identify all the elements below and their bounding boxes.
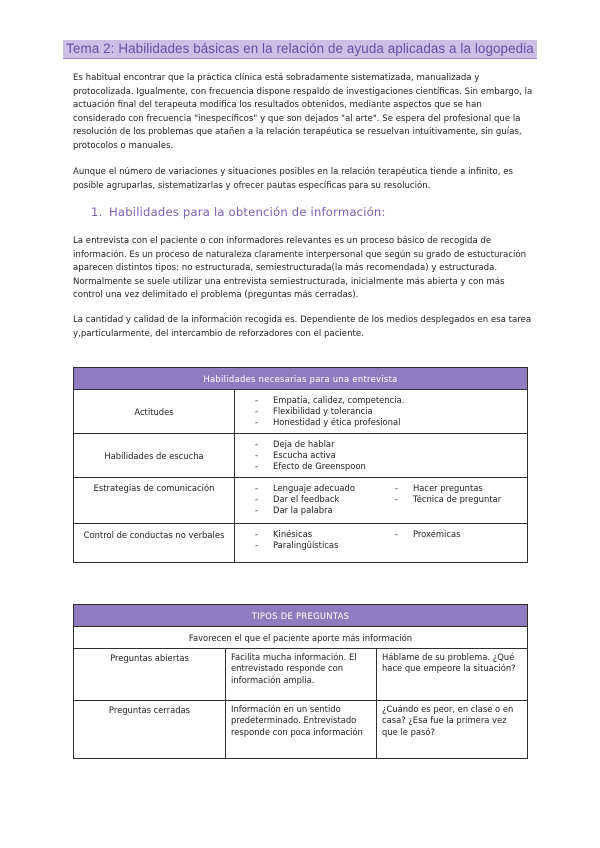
row-label: Actitudes xyxy=(74,390,235,434)
section-number: 1. xyxy=(91,205,103,219)
skills-table-header-row xyxy=(74,368,528,390)
variations-paragraph: Aunque el número de variaciones y situaciones posibles en la relación terapéutica tiende a infinito, es posible agruparlas, sistematizarlas y ofrecer pautas específicas para su resolución. xyxy=(73,167,514,191)
row-items xyxy=(235,434,528,478)
row-label: Habilidades de escucha xyxy=(74,434,235,478)
list-item: - Lenguaje adecuado xyxy=(255,483,395,494)
list-item: - Dar el feedback xyxy=(255,494,395,505)
questions-table xyxy=(73,604,528,759)
list-item: - Hacer preguntas xyxy=(395,483,501,494)
item-list xyxy=(255,529,395,551)
row-label: Preguntas abiertas xyxy=(74,649,226,701)
question-example: Háblame de su problema. ¿Qué hace que empeore la situación? xyxy=(377,649,528,701)
questions-table-header-row xyxy=(74,605,528,627)
question-example: ¿Cuándo es peor, en clase o en casa? ¿Esa fue la primera vez que le pasó? xyxy=(377,701,528,759)
list-item: - Kinésicas xyxy=(255,529,395,540)
questions-table-subheader: Favorecen el que el paciente aporte más información xyxy=(74,627,528,649)
table-row xyxy=(74,649,528,701)
table-row xyxy=(74,478,528,524)
item-columns xyxy=(255,529,521,551)
interview-paragraph: La entrevista con el paciente o con informadores relevantes es un proceso básico de recogida de información. Es un proceso de naturaleza claramente interpersonal que según su grado de estucturación aparecen distintos tipos: no estructurada, semiestructurada(la más recomendada) y estructurada. Normalmente se suele utilizar una entrevista semiestructurada, inicialmente más abierta y con más control una vez delimitado el problema (preguntas más cerradas). xyxy=(73,236,527,301)
section-heading xyxy=(91,205,386,219)
table-row xyxy=(74,390,528,434)
row-label: Estrategias de comunicación xyxy=(74,478,235,524)
list-item: - Honestidad y ética profesional xyxy=(255,417,521,428)
page-title: Tema 2: Habilidades básicas en la relación de ayuda aplicadas a la logopedia xyxy=(63,40,537,59)
questions-table-header: TIPOS DE PREGUNTAS xyxy=(74,605,528,627)
item-list xyxy=(255,483,395,516)
row-label: Preguntas cerradas xyxy=(74,701,226,759)
item-list xyxy=(255,395,521,428)
item-list xyxy=(255,439,521,472)
list-item: - Técnica de preguntar xyxy=(395,494,501,505)
table-row xyxy=(74,701,528,759)
list-item: - Escucha activa xyxy=(255,450,521,461)
skills-table-header: Habilidades necesarias para una entrevista xyxy=(74,368,528,390)
table-row xyxy=(74,434,528,478)
item-list-right xyxy=(395,529,460,551)
intro-paragraph: Es habitual encontrar que la práctica clínica está sobradamente sistematizada, manualizada y protocolizada. Igualmente, con frecuencia dispone respaldo de investigaciones científicas. Sin embargo, la actuación final del terapeuta modifica los resultados obtenidos, mediante aspectos que se han considerado con frecuencia "inespecíficos" y que son dejados "al arte". Se espera del profesional que la resolución de los problemas que atañen a la relación terapéutica se resuelvan intuitivamente, sin guías, protocolos o manuales. xyxy=(73,73,533,151)
item-columns xyxy=(255,483,521,516)
row-items xyxy=(235,524,528,563)
list-item: - Empatía, calidez, competencia. xyxy=(255,395,521,406)
item-list-right xyxy=(395,483,501,516)
question-description: Información en un sentido predeterminado. Entrevistado responde con poca información xyxy=(226,701,377,759)
title-container xyxy=(0,38,600,59)
section-title: Habilidades para la obtención de información: xyxy=(109,205,386,219)
list-item: - Deja de hablar xyxy=(255,439,521,450)
skills-table xyxy=(73,367,528,563)
row-items xyxy=(235,390,528,434)
list-item: - Flexibilidad y tolerancia xyxy=(255,406,521,417)
list-item: - Proxémicas xyxy=(395,529,460,540)
questions-table-subheader-row xyxy=(74,627,528,649)
row-label: Control de conductas no verbales xyxy=(74,524,235,563)
table-row xyxy=(74,524,528,563)
quality-paragraph: La cantidad y calidad de la información recogida es. Dependiente de los medios desplegados en esa tarea y,particularmente, del intercambio de reforzadores con el paciente. xyxy=(73,315,532,339)
row-items xyxy=(235,478,528,524)
question-description: Facilita mucha información. El entrevistado responde con información amplia. xyxy=(226,649,377,701)
list-item: - Dar la palabra xyxy=(255,505,395,516)
list-item: - Paralingüísticas xyxy=(255,540,395,551)
list-item: - Efecto de Greenspoon xyxy=(255,461,521,472)
